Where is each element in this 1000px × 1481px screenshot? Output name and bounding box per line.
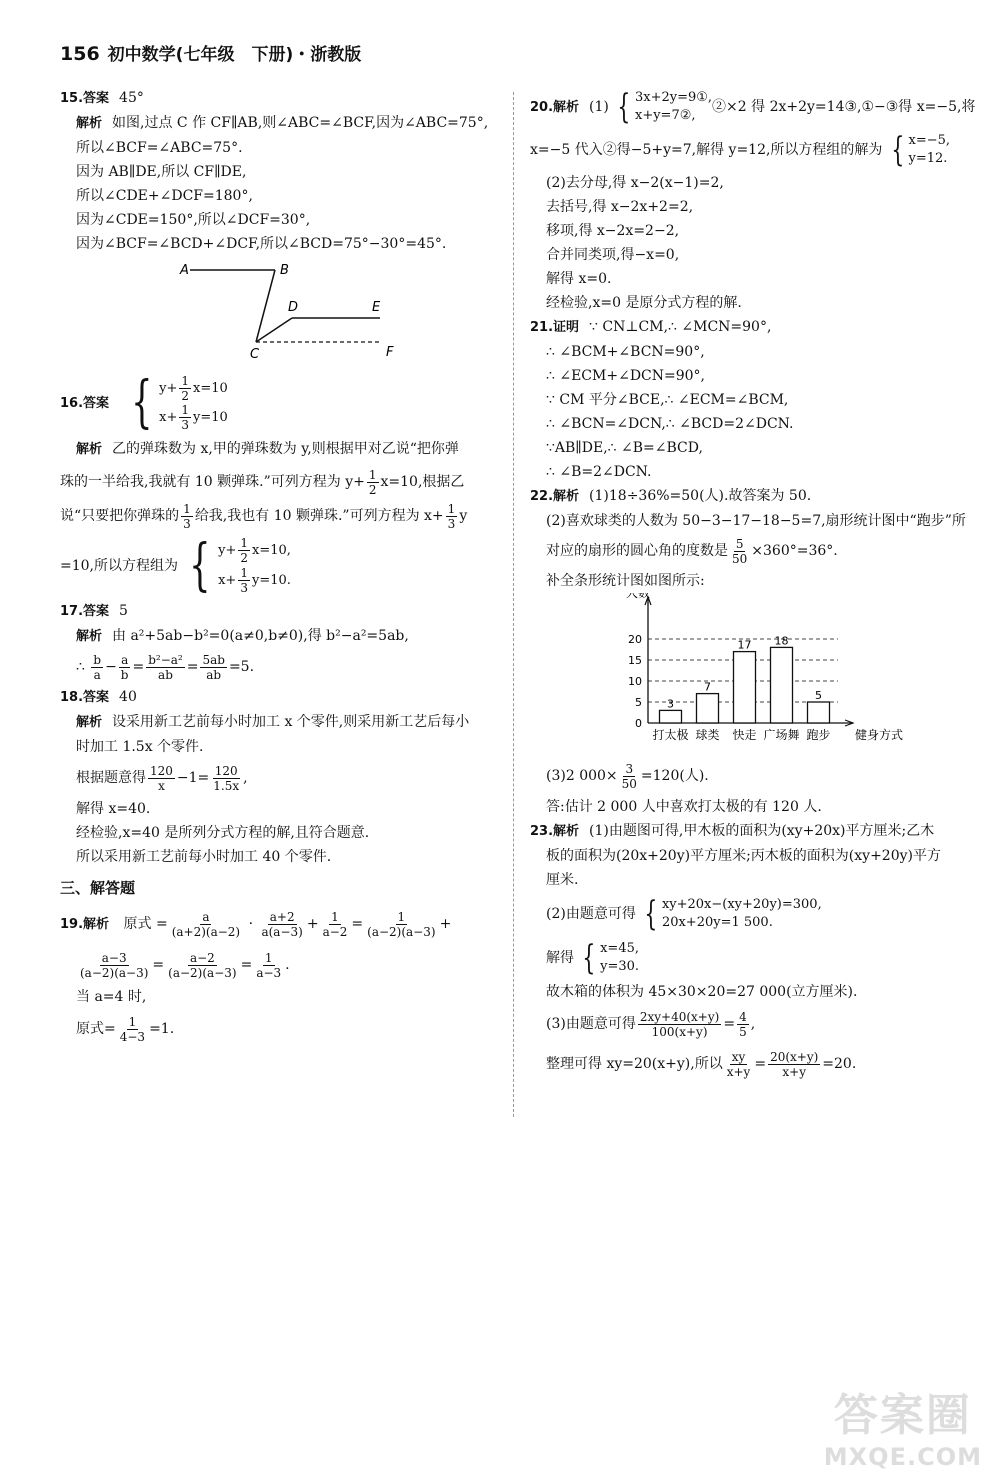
q15-answer: 45° — [119, 90, 144, 106]
question-17 — [60, 599, 500, 685]
bar-value-label: 3 — [667, 697, 674, 711]
bar-value-label: 18 — [774, 634, 789, 648]
q23-line: 板的面积为(20x+20y)平方厘米;丙木板的面积为(xy+20y)平方 — [546, 848, 941, 864]
bar-value-label: 5 — [815, 689, 822, 702]
x-tick-label: 球类 — [695, 728, 720, 742]
q23-number: 23. — [530, 824, 554, 839]
question-21 — [530, 315, 975, 484]
q21-line: ∵AB∥DE,∴ ∠B=∠BCD, — [546, 440, 703, 456]
q23-line: 解得 { x=45, y=30. — [546, 938, 640, 978]
q23-line: (2)由题意可得 { xy+20x−(xy+20y)=300, 20x+20y=1 500. — [546, 894, 822, 934]
x-axis-label: 健身方式 — [855, 728, 904, 742]
x-tick-label: 广场舞 — [763, 728, 800, 742]
column-divider — [513, 92, 514, 1117]
answer-label: 答案 — [83, 604, 110, 619]
q22-line: 对应的扇形的圆心角的度数是 $\frac{5}{50}$ ×360°=36°. — [546, 536, 838, 566]
q21-line: ∴ ∠ECM+∠DCN=90°, — [546, 368, 705, 384]
q20-line: 合并同类项,得−x=0, — [546, 247, 680, 263]
q15-line: 因为∠BCF=∠BCD+∠DCF,所以∠BCD=75°−30°=45°. — [76, 236, 447, 252]
q21-line: ∵ CM 平分∠BCE,∴ ∠ECM=∠BCM, — [546, 392, 789, 408]
q15-line: 因为 AB∥DE,所以 CF∥DE, — [76, 164, 247, 180]
y-tick-label: 10 — [628, 675, 642, 688]
q21-number: 21. — [530, 320, 554, 335]
q23-line: 整理可得 xy=20(x+y),所以 $\frac{xy}{x+y}$ = $\frac{20(x+y)}{x+y}$ =20. — [546, 1049, 857, 1079]
bar — [734, 652, 756, 723]
q23-line: (3)由题意可得 $\frac{2xy+40(x+y)}{100(x+y)}$ = $\frac{4}{5}$ , — [546, 1009, 756, 1039]
point-label-e: E — [372, 300, 381, 315]
q21-line: ∴ ∠B=2∠DCN. — [546, 464, 652, 480]
answer-label: 答案 — [83, 396, 110, 411]
q18-line: 解得 x=40. — [76, 801, 151, 817]
q18-line: 时加工 1.5x 个零件. — [76, 739, 204, 755]
q18-answer: 40 — [119, 689, 137, 705]
bar — [771, 647, 793, 723]
q16-line: 珠的一半给我,我就有 10 颗弹珠.”可列方程为 y+ $\frac{1}{2}$ x=10,根据乙 — [60, 467, 465, 497]
book-title: 初中数学(七年级 下册)・浙教版 — [107, 45, 362, 65]
q23-line: 厘米. — [546, 872, 579, 888]
x-tick-label: 打太极 — [652, 728, 689, 742]
q20-line: x=−5 代入②得−5+y=7,解得 y=12,所以方程组的解为 { x=−5, y=12. — [530, 130, 951, 170]
q21-line: ∴ ∠BCN=∠DCN,∴ ∠BCD=2∠DCN. — [546, 416, 794, 432]
point-label-d: D — [288, 300, 299, 315]
q22-number: 22. — [530, 489, 554, 504]
q22-line: (2)喜欢球类的人数为 50−3−17−18−5=7,扇形统计图中“跑步”所 — [546, 513, 966, 529]
q16-line: =10,所以方程组为 { y+ $\frac{1}{2}$ x=10, x+ $\frac{1}{3}$ y=10. — [60, 533, 291, 598]
question-18 — [60, 685, 500, 869]
question-22 — [530, 484, 975, 819]
point-label-f: F — [386, 345, 394, 360]
question-19 — [60, 904, 500, 1049]
q22-line: 补全条形统计图如图所示: — [546, 573, 705, 589]
y-tick-label: 0 — [635, 717, 642, 730]
page-number: 156 — [60, 43, 100, 65]
q21-line: ∵ CN⊥CM,∴ ∠MCN=90°, — [589, 319, 772, 335]
point-label-c: C — [250, 347, 260, 362]
analysis-label: 解析 — [76, 629, 103, 644]
x-tick-label: 跑步 — [806, 728, 831, 742]
q18-number: 18. — [60, 690, 84, 705]
q15-number: 15. — [60, 91, 84, 106]
q18-line: 根据题意得 $\frac{120}{x}$ −1= $\frac{120}{1.5x}$ , — [76, 763, 248, 793]
bar — [660, 710, 682, 723]
q16-answer-system: { y+ $\frac{1}{2}$ x=10 x+ $\frac{1}{3}$ y=10 — [130, 370, 228, 435]
q22-line: 答:估计 2 000 人中喜欢打太极的有 120 人. — [546, 799, 822, 815]
analysis-label: 解析 — [76, 715, 103, 730]
answer-label: 答案 — [83, 91, 110, 106]
q23-line: (1)由题图可得,甲木板的面积为(xy+20x)平方厘米;乙木 — [589, 823, 935, 839]
q15-line: 所以∠CDE+∠DCF=180°, — [76, 188, 253, 204]
bar-value-label: 17 — [737, 638, 752, 652]
q19-line: 原式= $\frac{1}{4-3}$ =1. — [76, 1014, 175, 1044]
point-label-b: B — [280, 263, 289, 278]
q15-line: 如图,过点 C 作 CF∥AB,则∠ABC=∠BCF,因为∠ABC=75°, — [112, 115, 489, 131]
q15-line: 所以∠BCF=∠ABC=75°. — [76, 140, 243, 156]
q20-line: (2)去分母,得 x−2(x−1)=2, — [546, 175, 724, 191]
q22-line: (1)18÷36%=50(人).故答案为 50. — [589, 488, 812, 504]
point-label-a: A — [180, 263, 189, 278]
q16-line: 说“只要把你弹珠的 $\frac{1}{3}$ 给我,我也有 10 颗弹珠.”可列方程为 x+ $\frac{1}{3}$ y — [60, 501, 468, 531]
q15-line: 因为∠CDE=150°,所以∠DCF=30°, — [76, 212, 311, 228]
question-15 — [60, 86, 500, 372]
analysis-label: 解析 — [553, 489, 580, 504]
q17-answer: 5 — [119, 603, 128, 619]
q16-system: { y+ $\frac{1}{2}$ x=10, x+ $\frac{1}{3}$ y=10. — [189, 533, 291, 598]
page-header — [60, 40, 361, 65]
analysis-label: 解析 — [76, 116, 103, 131]
analysis-label: 解析 — [553, 824, 580, 839]
section-heading: 三、解答题 — [60, 879, 136, 897]
left-column — [60, 86, 500, 1049]
analysis-label: 解析 — [76, 442, 103, 457]
q18-line: 设采用新工艺前每小时加工 x 个零件,则采用新工艺后每小 — [112, 714, 470, 730]
q16-number: 16. — [60, 396, 84, 411]
x-tick-label: 快走 — [732, 728, 757, 742]
q17-number: 17. — [60, 604, 84, 619]
y-tick-label: 5 — [635, 696, 642, 709]
question-20 — [530, 86, 975, 315]
bar-value-label: 7 — [704, 680, 711, 694]
bar-chart — [530, 593, 975, 753]
q23-line: 故木箱的体积为 45×30×20=27 000(立方厘米). — [546, 984, 858, 1000]
y-tick-label: 20 — [628, 633, 642, 646]
q20-line: 经检验,x=0 是原分式方程的解. — [546, 295, 742, 311]
right-column — [530, 86, 975, 1084]
q20-line: 移项,得 x−2x=2−2, — [546, 223, 680, 239]
q18-line: 经检验,x=40 是所列分式方程的解,且符合题意. — [76, 825, 370, 841]
question-23 — [530, 819, 975, 1084]
q19-line: 当 a=4 时, — [76, 989, 147, 1005]
y-axis-label: 人数 — [626, 593, 651, 600]
q17-line: ∴ $\frac{b}{a}$ − $\frac{a}{b}$ = $\frac{\text{b²−a²}}{ab}$ = $\frac{5ab}{ab}$ =5. — [76, 652, 255, 682]
q20-line: 去括号,得 x−2x+2=2, — [546, 199, 694, 215]
bar — [808, 702, 830, 723]
question-16 — [60, 372, 500, 599]
q20-line: 20.解析 (1) { 3x+2y=9①, x+y=7②, ②×2 得 2x+2y=14③,①−③得 x=−5,将 — [530, 87, 976, 127]
q15-geometry-figure — [60, 256, 500, 368]
watermark-logo: 答案圈 MXQE.COM — [823, 1390, 982, 1471]
q17-line: 由 a²+5ab−b²=0(a≠0,b≠0),得 b²−a²=5ab, — [112, 628, 409, 644]
bar — [697, 694, 719, 723]
q19-line: $\frac{a-3}{(a-2)(a-3)}$ = $\frac{a-2}{(a-2)(a-3)}$ = $\frac{1}{a-3}$ . — [80, 950, 290, 980]
q21-line: ∴ ∠BCM+∠BCN=90°, — [546, 344, 705, 360]
answer-label: 答案 — [83, 690, 110, 705]
q19-line: 19.解析 原式 = $\frac{a}{(a+2)(a-2)}$ · $\frac{a+2}{a(a-3)}$ + $\frac{1}{a-2}$ = $\frac{1}{(a-2)(a-3)}$ + — [60, 909, 452, 939]
q22-line: (3)2 000× $\frac{3}{50}$ =120(人). — [546, 761, 709, 791]
q16-line: 乙的弹珠数为 x,甲的弹珠数为 y,则根据甲对乙说“把你弹 — [112, 441, 459, 457]
q20-line: 解得 x=0. — [546, 271, 612, 287]
proof-label: 证明 — [553, 320, 580, 335]
y-tick-label: 15 — [628, 654, 642, 667]
q18-line: 所以采用新工艺前每小时加工 40 个零件. — [76, 849, 332, 865]
